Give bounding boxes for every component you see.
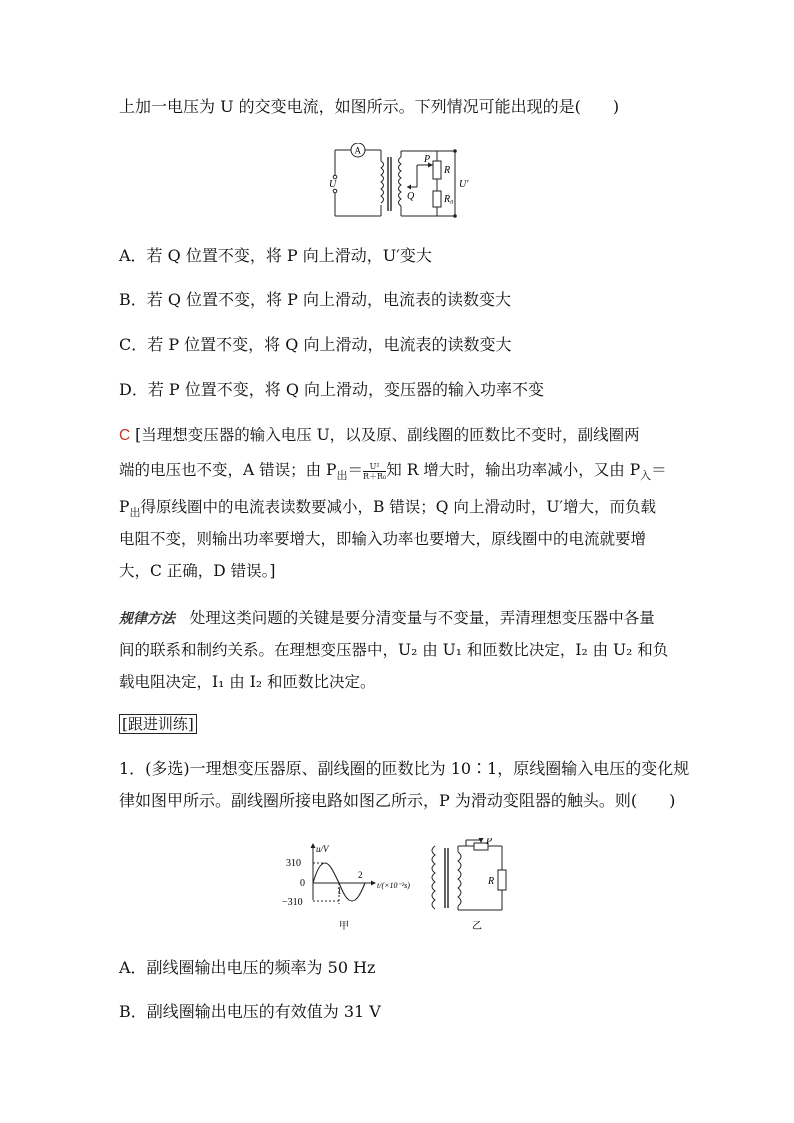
y-axis-label: u/V <box>316 844 329 854</box>
q1-line-1: 1．(多选)一理想变压器原、副线圈的匝数比为 10∶1，原线圈输入电压的变化规 <box>119 759 690 778</box>
section-title <box>119 714 197 734</box>
answer-line-1 <box>119 425 640 446</box>
x-axis-label: t/(×10⁻²s) <box>377 881 410 890</box>
x-tick-1: 1 <box>337 886 342 896</box>
answer-sub-out: 出 <box>336 469 348 483</box>
q-label: Q <box>407 191 415 202</box>
option-a: A．若 Q 位置不变，将 P 向上滑动，U′变大 <box>119 246 432 265</box>
waveform-and-circuit-figure <box>280 838 530 938</box>
p-label: P <box>424 154 431 165</box>
answer-text-2c: ＝ <box>651 461 667 479</box>
answer-text-3b: 得原线圈中的电流表读数要减小，B 错误；Q 向上滑动时，U′增大，而负载 <box>140 498 656 516</box>
method-line-2: 间的联系和制约关系。在理想变压器中，U₂ 由 U₁ 和匝数比决定，I₂ 由 U₂ 和负 <box>119 641 669 659</box>
method-line-3: 载电阻决定，I₁ 由 I₂ 和匝数比决定。 <box>119 673 376 691</box>
option-d: D．若 P 位置不变，将 Q 向上滑动，变压器的输入功率不变 <box>119 380 545 399</box>
answer-sub-out-2: 出 <box>129 506 141 520</box>
answer-eq: ＝ <box>347 461 363 479</box>
fraction-numerator: U² <box>363 462 386 472</box>
answer-text-3a: P <box>119 498 130 516</box>
answer-line-5: 大，C 正确，D 错误。] <box>119 562 276 580</box>
method-tag: 规律方法 <box>119 611 175 627</box>
answer-line-4: 电阻不变，则输出功率要增大，即输入功率也要增大，原线圈中的电流就要增 <box>119 530 647 548</box>
power-fraction <box>363 462 386 481</box>
fraction-denominator: R＋R₀ <box>363 471 387 481</box>
answer-text-2b: 知 R 增大时，输出功率减小，又由 P <box>386 461 641 479</box>
y-bottom-value: −310 <box>282 897 303 908</box>
method-text-1: 处理这类问题的关键是要分清变量与不变量，弄清理想变压器中各量 <box>189 609 655 627</box>
ammeter-label: A <box>354 145 361 156</box>
answer-line-2 <box>119 457 667 483</box>
caption-jia: 甲 <box>339 921 349 932</box>
p-slider-label: P <box>486 838 493 847</box>
method-line-1 <box>119 608 655 629</box>
answer-sub-in: 入 <box>640 469 652 483</box>
y-top-value: 310 <box>286 858 301 869</box>
question-intro: 上加一电压为 U 的交变电流，如图所示。下列情况可能出现的是( ) <box>119 97 620 116</box>
option-b: B．若 Q 位置不变，将 P 向上滑动，电流表的读数变大 <box>119 290 511 309</box>
transformer-circuit-figure <box>325 143 475 221</box>
y-zero-value: 0 <box>300 878 305 889</box>
answer-letter: C <box>119 427 131 444</box>
u-label: U <box>329 179 337 190</box>
option-c: C．若 P 位置不变，将 Q 向上滑动，电流表的读数变大 <box>119 335 512 354</box>
q1-option-b: B．副线圈输出电压的有效值为 31 V <box>119 1002 381 1021</box>
answer-text-1: [当理想变压器的输入电压 U，以及原、副线圈的匝数比不变时，副线圈两 <box>135 426 640 444</box>
r0-label: R₀ <box>444 194 454 205</box>
q1-line-2: 律如图甲所示。副线圈所接电路如图乙所示，P 为滑动变阻器的触头。则( ) <box>119 791 676 810</box>
caption-yi: 乙 <box>472 921 482 932</box>
r-label: R <box>444 165 451 176</box>
x-tick-2: 2 <box>358 870 363 880</box>
answer-line-3 <box>119 497 656 523</box>
section-title-box: [跟进训练] <box>119 714 197 734</box>
q1-option-a: A．副线圈输出电压的频率为 50 Hz <box>119 958 376 977</box>
r-label-2: R <box>488 876 495 887</box>
u-prime-label: U′ <box>459 179 469 190</box>
answer-text-2a: 端的电压也不变，A 错误；由 P <box>119 461 337 479</box>
